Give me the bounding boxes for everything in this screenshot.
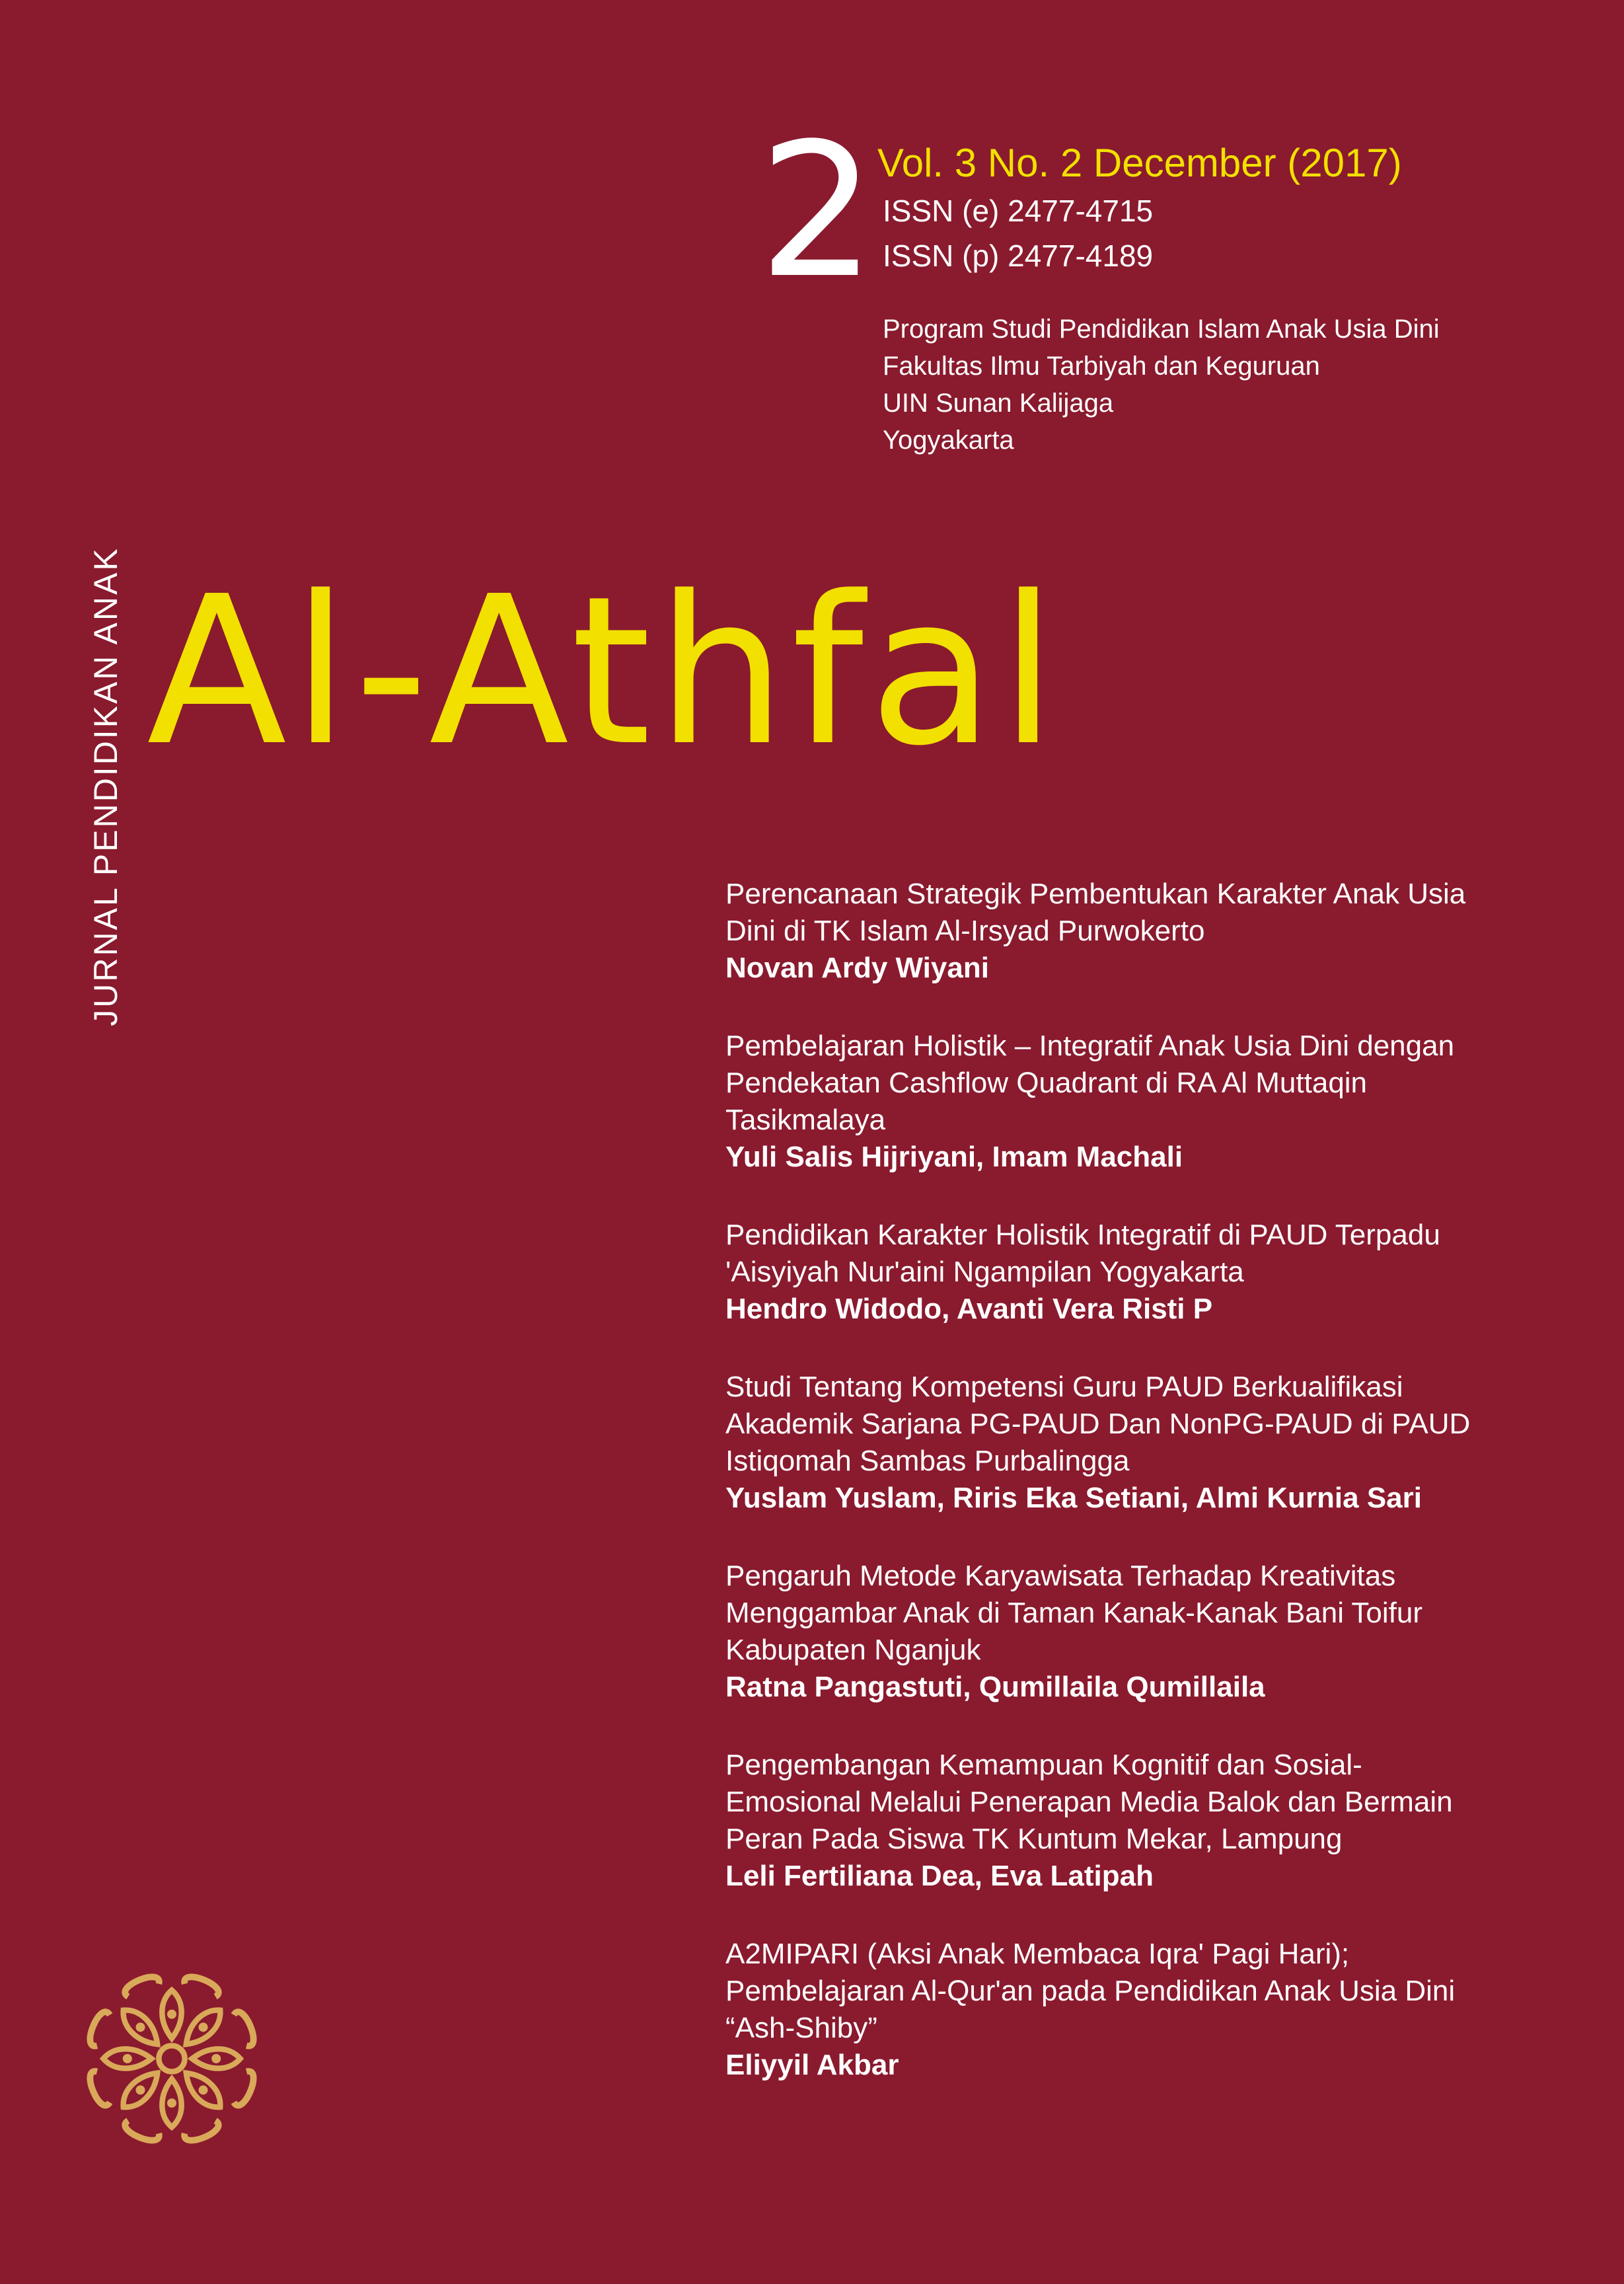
article-title: [725, 1028, 1584, 1139]
article-authors: Ratna Pangastuti, Qumillaila Qumillaila: [725, 1671, 1265, 1703]
issn-electronic: ISSN (e) 2477-4715: [883, 194, 1154, 228]
series-title: JURNAL PENDIDIKAN ANAK: [87, 547, 124, 1026]
article-title-line: Dini di TK Islam Al-Irsyad Purwokerto: [725, 915, 1205, 947]
article-title-line: Akademik Sarjana PG-PAUD Dan NonPG-PAUD di PAUD: [725, 1408, 1471, 1440]
article-authors: Yuslam Yuslam, Riris Eka Setiani, Almi Kurnia Sari: [725, 1482, 1422, 1514]
article-title-line: Pembelajaran Al-Qur'an pada Pendidikan Anak Usia Dini: [725, 1975, 1456, 2007]
article-authors: Leli Fertiliana Dea, Eva Latipah: [725, 1860, 1154, 1892]
article-title-line: “Ash-Shiby”: [725, 2012, 877, 2044]
volume-line: Vol. 3 No. 2 December (2017): [877, 141, 1402, 185]
article-title: [725, 1369, 1584, 1480]
article-title-line: Pendidikan Karakter Holistik Integratif di PAUD Terpadu: [725, 1219, 1440, 1251]
article-title-line: 'Aisyiyah Nur'aini Ngampilan Yogyakarta: [725, 1256, 1244, 1288]
article-entry: [725, 1217, 1584, 1328]
article-title-line: Menggambar Anak di Taman Kanak-Kanak Bani Toifur: [725, 1597, 1423, 1629]
article-title: [725, 1936, 1584, 2047]
institution-line: Program Studi Pendidikan Islam Anak Usia Dini: [883, 315, 1440, 344]
article-title-line: Pengaruh Metode Karyawisata Terhadap Kreativitas: [725, 1560, 1396, 1592]
article-entry: [725, 1369, 1584, 1517]
article-entry: [725, 1028, 1584, 1176]
institution-line: Yogyakarta: [883, 426, 1014, 455]
article-title: [725, 1558, 1584, 1669]
article-title-line: Tasikmalaya: [725, 1104, 886, 1136]
article-title-line: Istiqomah Sambas Purbalingga: [725, 1445, 1130, 1477]
institution-line: Fakultas Ilmu Tarbiyah dan Keguruan: [883, 352, 1320, 381]
institution-block: [883, 311, 1440, 459]
article-entry: [725, 876, 1584, 987]
article-title-line: Pendekatan Cashflow Quadrant di RA Al Muttaqin: [725, 1067, 1368, 1099]
article-authors: Eliyyil Akbar: [725, 2049, 899, 2081]
article-title-line: Emosional Melalui Penerapan Media Balok dan Bermain: [725, 1786, 1453, 1818]
issn-print: ISSN (p) 2477-4189: [883, 239, 1154, 273]
issue-number: 2: [758, 104, 877, 319]
article-title-line: Kabupaten Nganjuk: [725, 1634, 981, 1666]
article-title: [725, 1217, 1584, 1291]
article-title-line: Studi Tentang Kompetensi Guru PAUD Berkualifikasi: [725, 1371, 1403, 1403]
article-entry: [725, 1747, 1584, 1895]
article-title-line: Pembelajaran Holistik – Integratif Anak Usia Dini dengan: [725, 1030, 1455, 1062]
article-authors: Hendro Widodo, Avanti Vera Risti P: [725, 1293, 1213, 1325]
journal-masthead: Al-Athfal: [147, 552, 1062, 791]
article-entry: [725, 1558, 1584, 1706]
article-authors: Yuli Salis Hijriyani, Imam Machali: [725, 1141, 1183, 1173]
article-title: [725, 876, 1584, 950]
article-authors: Novan Ardy Wiyani: [725, 952, 989, 984]
article-title-line: A2MIPARI (Aksi Anak Membaca Iqra' Pagi Hari);: [725, 1938, 1350, 1970]
article-title: [725, 1747, 1584, 1858]
article-entry: [725, 1936, 1584, 2084]
article-title-line: Pengembangan Kemampuan Kognitif dan Sosial-: [725, 1749, 1362, 1781]
table-of-contents: [725, 876, 1584, 2125]
article-title-line: Peran Pada Siswa TK Kuntum Mekar, Lampung: [725, 1823, 1343, 1855]
article-title-line: Perencanaan Strategik Pembentukan Karakter Anak Usia: [725, 878, 1466, 910]
institution-line: UIN Sunan Kalijaga: [883, 389, 1114, 418]
ornamental-floral-emblem-icon: [79, 1966, 264, 2151]
